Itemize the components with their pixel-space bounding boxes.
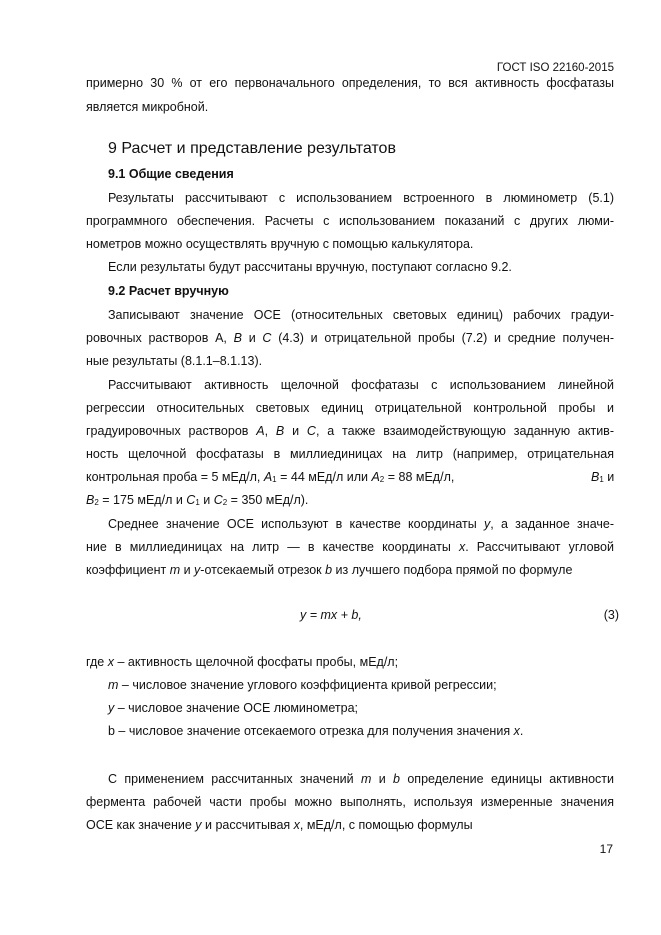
paragraph-line: С применением рассчитанных значений m и b определение единицы активности	[108, 772, 615, 786]
page-number: 17	[599, 842, 613, 856]
paragraph-line: Результаты рассчитывают с использованием встроенного в люминометр (5.1)	[108, 191, 614, 205]
subsection-heading-9-2: 9.2 Расчет вручную	[108, 284, 229, 298]
paragraph-line: Записывают значение ОСЕ (относительных световых единиц) рабочих градуи-	[108, 308, 614, 322]
paragraph-line: Среднее значение ОСЕ используют в качестве координаты y, а заданное значе-	[108, 517, 614, 531]
paragraph-line: коэффициент m и y-отсекаемый отрезок b из лучшего подбора прямой по формуле	[86, 563, 573, 577]
paragraph-line: ность щелочной фосфатазы в миллиединицах на литр (например, отрицательная	[86, 447, 614, 461]
where-line-b: b – числовое значение отсекаемого отрезка для получения значения x.	[108, 724, 524, 738]
standard-code-header: ГОСТ ISO 22160-2015	[496, 62, 614, 74]
paragraph-line: ние в миллиединицах на литр — в качестве координаты x. Рассчитывают угловой	[86, 540, 614, 554]
subsection-heading-9-1: 9.1 Общие сведения	[108, 167, 234, 181]
paragraph-line: градуировочных растворов А, В и С, а также взаимодействующую заданную актив-	[86, 424, 614, 438]
paragraph-line: регрессии относительных световых единиц отрицательной контрольной пробы и	[86, 401, 614, 415]
paragraph-line: ные результаты (8.1.1–8.1.13).	[86, 354, 263, 368]
paragraph-line: программного обеспечения. Расчеты с использованием показаний с других люми-	[86, 214, 614, 228]
where-line-x: где x – активность щелочной фосфаты пробы, мЕд/л;	[86, 655, 399, 669]
paragraph-line: фермента рабочей части пробы можно выполнять, используя измеренные значения	[86, 795, 614, 809]
paragraph-line: контрольная проба = 5 мЕд/л, $А_1 = 44$ мЕд/л или $А_2 = 88$ мЕд/л, $B_1$ и	[86, 470, 615, 484]
where-line-y: y – числовое значение ОСЕ люминометра;	[108, 701, 358, 715]
regression-formula: y = mx + b,	[300, 608, 362, 622]
paragraph-line: Если результаты будут рассчитаны вручную, поступают согласно 9.2.	[108, 260, 512, 274]
intro-line-1: примерно 30 % от его первоначального определения, то вся активность фосфатазы	[86, 76, 614, 90]
formula-number: (3)	[603, 608, 619, 622]
section-heading: 9 Расчет и представление результатов	[108, 140, 396, 157]
paragraph-line: Рассчитывают активность щелочной фосфатазы с использованием линейной	[108, 378, 614, 392]
intro-line-2: является микробной.	[86, 100, 209, 114]
paragraph-line: нометров можно осуществлять вручную с помощью калькулятора.	[86, 237, 474, 251]
where-line-m: m – числовое значение углового коэффициента кривой регрессии;	[108, 678, 497, 692]
paragraph-line: ровочных растворов А, B и С (4.3) и отрицательной пробы (7.2) и средние получен-	[86, 331, 614, 345]
paragraph-line: $B_2 = 175$ мЕд/л и $C_1$ и $C_2 = 350$ мЕд/л).	[86, 493, 309, 507]
paragraph-line: ОСЕ как значение y и рассчитывая x, мЕд/л, с помощью формулы	[86, 818, 473, 832]
